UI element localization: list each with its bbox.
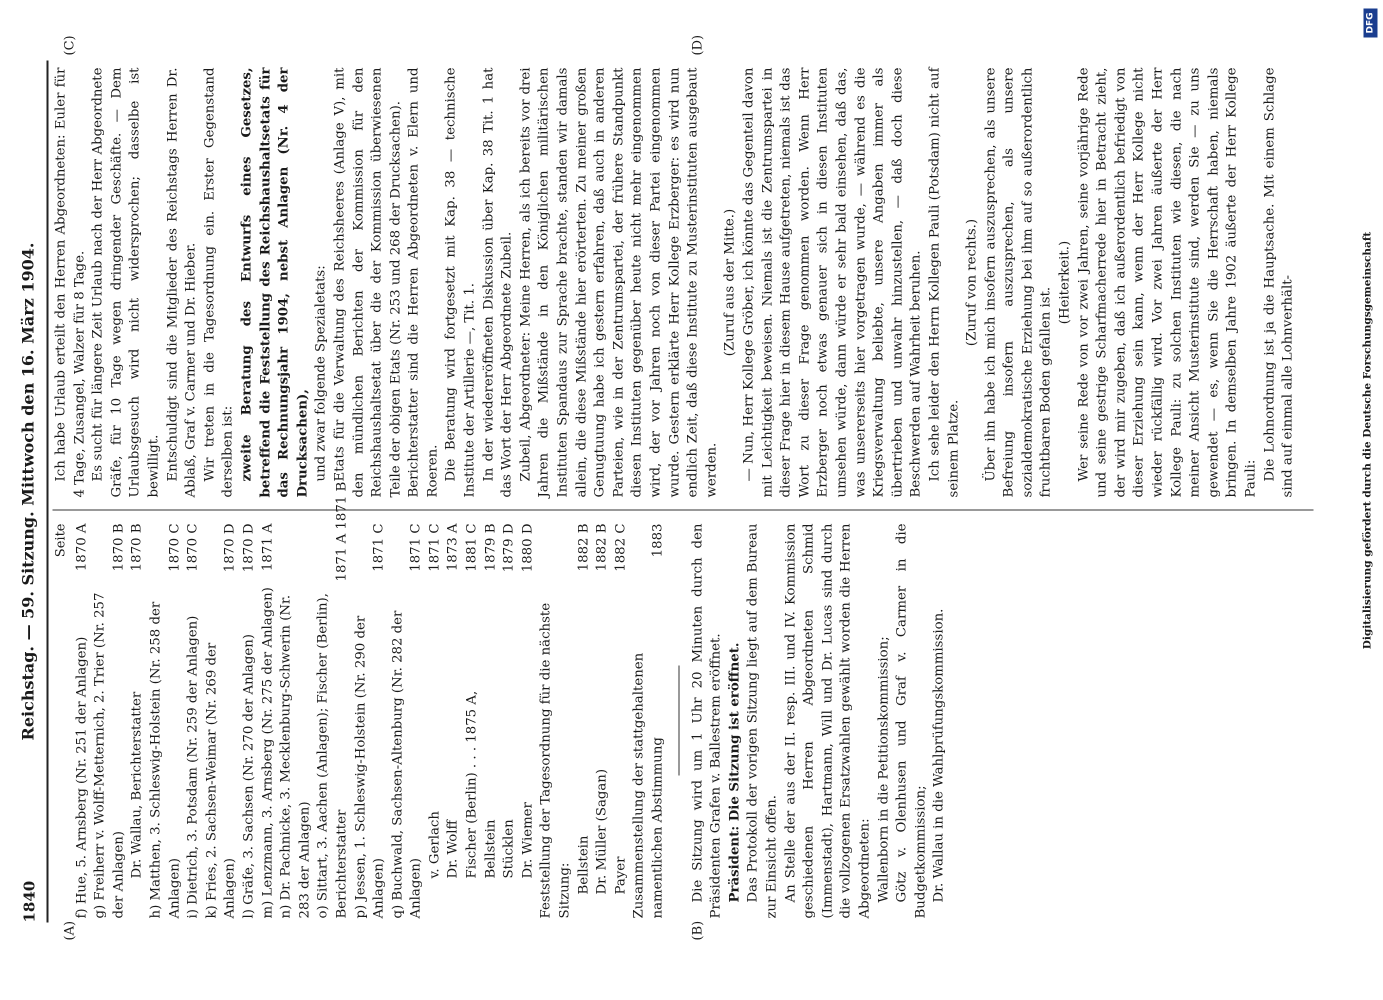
- section-rule: [678, 666, 679, 776]
- paragraph: Über ihn habe ich mich insofern auszusprechen, als unsere Befreiung insofern auszusprechen, als unsere sozialdemokratische Erziehung bei ihm auf so außerordentlich fruchtbaren Boden gefallen ist.: [982, 67, 1054, 497]
- toc-row: q) Buchwald, Sachsen-Altenburg (Nr. 282 der Anlagen) 1871 C: [389, 523, 424, 918]
- right-column: [52, 67, 1298, 497]
- toc-row: Bellstein 1882 B: [575, 523, 591, 894]
- paragraph: Wer seine Rede von vor zwei Jahren, seine vorjährige Rede und seine gestrige Scharfmacherrede hier in Betracht zieht, der wird mir zugeben, daß ich außerordentlich befriedigt von dieser Erziehung sein kann, wenn der Herr Kollege nicht wieder rückfällig wird. Vor zwei Jahren äußerte der Herr Kollege Pauli: zu solchen Instituten wie diesen, die nach meiner Ansicht Musterinstitute sind, werden Sie — zu uns gewendet — es, wenn Sie die Herrschaft haben, niemals bringen. In demselben Jahre 1902 äußerte der Herr Kollege Pauli:: [1075, 67, 1258, 497]
- paragraph: Etats für die Verwaltung des Reichsheeres (Anlage V), mit den mündlichen Berichten der Kommission für den Reichshaushaltsetat über die der Kommission überwiesenen Teile der obigen Etats (Nr. 253 und 268 der Drucksachen).: [331, 67, 403, 497]
- toc-row: Zusammenstellung der stattgehaltenen namentlichen Abstimmung 1883: [631, 523, 665, 918]
- paragraph: Ich sehe leider den Herrn Kollegen Pauli (Potsdam) nicht auf seinem Platze.: [926, 67, 961, 497]
- margin-marker-a: (A): [62, 920, 77, 940]
- paragraph: Präsident: Die Sitzung ist eröffnet.: [726, 642, 742, 902]
- paragraph: Wir treten in die Tagesordnung ein. Erster Gegenstand derselben ist:: [201, 67, 236, 497]
- toc-row: Dr. Müller (Sagan) 1882 B: [594, 523, 610, 894]
- interjection: (Zuruf aus der Mitte.): [722, 208, 738, 356]
- toc-row: p) Jessen, 1. Schleswig-Holstein (Nr. 290 der Anlagen) 1871 C: [352, 523, 387, 918]
- paragraph: Wallenborn in die Petitionskommission;: [875, 635, 891, 902]
- paragraph: — Nun, Herr Kollege Gröber, ich könnte das Gegenteil davon mit Leichtigkeit beweisen. Niemals ist die Zentrumspartei in dieser Frage hier in diesem Hause aufgetreten, niemals ist das Wort zu dieser Frage genommen worden. Wenn Herr Erzberger noch etwas genauer sich in diesen Instituten umsehen würde, dann würde er sehr bald einsehen, daß das, was unsererseits hier vorgetragen wurde, — während es die Kriegsverwaltung beliebte, unsere Angaben immer als übertrieben und unwahr hinzustellen, — daß doch diese Beschwerden auf Wahrheit beruhen.: [740, 67, 924, 497]
- table-of-contents: [73, 481, 668, 918]
- toc-row: Bellstein 1879 B: [482, 523, 498, 878]
- paragraph: Die Beratung wird fortgesetzt mit Kap. 38 — technische Institute der Artillerie —, Tit. 1.: [443, 67, 478, 497]
- margin-marker-d: (D): [690, 34, 705, 55]
- paragraph: Zubeil, Abgeordneter: Meine Herren, als ich bereits vor drei Jahren die Mißstände in den Königlichen militärischen Instituten Spandaus zur Sprache brachte, standen wir damals allein, die diese Mißstände hier erörterten. Zu meiner großen Genugtuung habe ich gestern erfahren, daß auch in anderen Parteien, wie in der Zentrumspartei, der frühere Standpunkt diesen Instituten gegenüber heute nicht mehr eingenommen wird, der vor Jahren noch von dieser Partei eingenommen wurde. Gestern erklärte Herr Kollege Erzberger: es wird nun endlich Zeit, daß diese Institute zu Musterinstituten ausgebaut werden.: [517, 67, 719, 497]
- interjection: (Heiterkeit.): [1057, 240, 1073, 324]
- paragraph: und zwar folgende Spezialetats:: [313, 264, 329, 481]
- margin-marker-b: (B): [690, 920, 705, 940]
- toc-row: f) Hue, 5. Arnsberg (Nr. 251 der Anlagen) 1870 A: [73, 523, 89, 918]
- left-column: [52, 481, 949, 918]
- paragraph: Es sucht für längere Zeit Urlaub nach der Herr Abgeordnete Gräfe, für 10 Tage wegen dringender Geschäfte. — Dem Urlaubsgesuch wird nicht widersprochen; dasselbe ist bewilligt.: [90, 67, 161, 497]
- toc-row: Dr. Wallau, Berichterstatter 1870 B: [129, 523, 145, 878]
- toc-row: m) Lenzmann, 3. Arnsberg (Nr. 275 der Anlagen) 1871 A: [259, 523, 275, 918]
- paragraph: In der wiedereröffneten Diskussion über Kap. 38 Tit. 1 hat das Wort der Herr Abgeordnete Zubeil.: [480, 67, 515, 497]
- paragraph: Entschuldigt sind die Mitglieder des Reichstags Herren Dr. Ablaß, Graf v. Carmer und Dr. Hieber.: [164, 67, 199, 497]
- paragraph: An Stelle der aus der II. resp. III. und IV. Kommission geschiedenen Herren Abgeordneten Schmid (Immenstadt), Hartmann, Will und Dr. Lucas sind durch die vollzogenen Ersatzwahlen gewählt worden die Herren Abgeordneten:: [782, 523, 872, 918]
- interjection: (Zuruf von rechts.): [964, 218, 980, 346]
- paragraph: Götz v. Olenhusen und Graf v. Carmer in die Budgetkommission;: [894, 523, 928, 918]
- toc-row: Dr. Wiemer 1880 D: [519, 523, 535, 878]
- toc-row: h) Matthen, 3. Schleswig-Holstein (Nr. 258 der Anlagen) 1870 C: [147, 523, 182, 918]
- toc-row: Stücklen 1879 D: [501, 523, 517, 878]
- toc-row: Payer 1882 C: [612, 523, 628, 894]
- toc-row: n) Dr. Pachnicke, 3. Mecklenburg-Schwerin (Nr. 283 der Anlagen): [278, 594, 312, 918]
- paragraph: Die Lohnordnung ist ja die Hauptsache. Mit einem Schlage sind auf einmal alle Lohnverhält-: [1261, 67, 1296, 497]
- header-rule: [46, 60, 48, 922]
- paragraph: Ich habe Urlaub erteilt den Herren Abgeordneten: Euler für 4 Tage, Zusangel, Walzer für 8 Tage.: [53, 67, 87, 497]
- toc-row: Feststellung der Tagesordnung für die nächste Sitzung:: [538, 602, 573, 918]
- toc-row: Dr. Wolff 1873 A: [445, 523, 461, 878]
- paragraph: zweite Beratung des Entwurfs eines Gesetzes, betreffend die Feststellung des Reichshaushaltsetats für das Rechnungsjahr 1904, nebst Anlagen (Nr. 4 der Drucksachen),: [238, 67, 310, 497]
- page-number: 1840: [20, 880, 38, 922]
- toc-row: g) Freiherr v. Wolff-Metternich, 2. Trier (Nr. 257 der Anlagen) 1870 B: [92, 523, 126, 918]
- toc-row: o) Sittart, 3. Aachen (Anlagen); Fischer (Berlin), Berichterstatter 1871 A 1871 B: [315, 481, 349, 918]
- toc-row: l) Gräfe, 3. Sachsen (Nr. 270 der Anlagen) 1870 D: [240, 523, 256, 918]
- digitization-note: Digitalisierung gefördert durch die Deutsche Forschungsgemeinschaft: [1361, 231, 1373, 649]
- opening-paragraph: Die Sitzung wird um 1 Uhr 20 Minuten durch den Präsidenten Grafen v. Ballestrem eröffnet.: [689, 523, 724, 918]
- paragraph: Berichterstatter sind die Herren Abgeordneten v. Elern und Roeren.: [406, 67, 440, 497]
- paragraph: Dr. Wallau in die Wahlprüfungskommission.: [931, 608, 947, 902]
- toc-row: v. Gerlach 1871 C: [426, 523, 442, 878]
- dfg-logo: DFG: [1363, 8, 1377, 37]
- toc-row: i) Dietrich, 3. Potsdam (Nr. 259 der Anlagen) 1870 C: [185, 523, 201, 918]
- page-title: Reichstag. — 59. Sitzung. Mittwoch den 16. März 1904.: [18, 242, 37, 740]
- paragraph: Das Protokoll der vorigen Sitzung liegt auf dem Bureau zur Einsicht offen.: [745, 523, 779, 918]
- toc-row: Fischer (Berlin) . . . 1875 A, 1881 C: [464, 523, 480, 878]
- page-header: [12, 60, 42, 922]
- toc-row: k) Fries, 2. Sachsen-Weimar (Nr. 269 der Anlagen) 1870 D: [203, 523, 238, 918]
- column-divider: [52, 509, 1313, 510]
- seite-label: Seite: [53, 523, 68, 557]
- margin-marker-c: (C): [62, 34, 77, 55]
